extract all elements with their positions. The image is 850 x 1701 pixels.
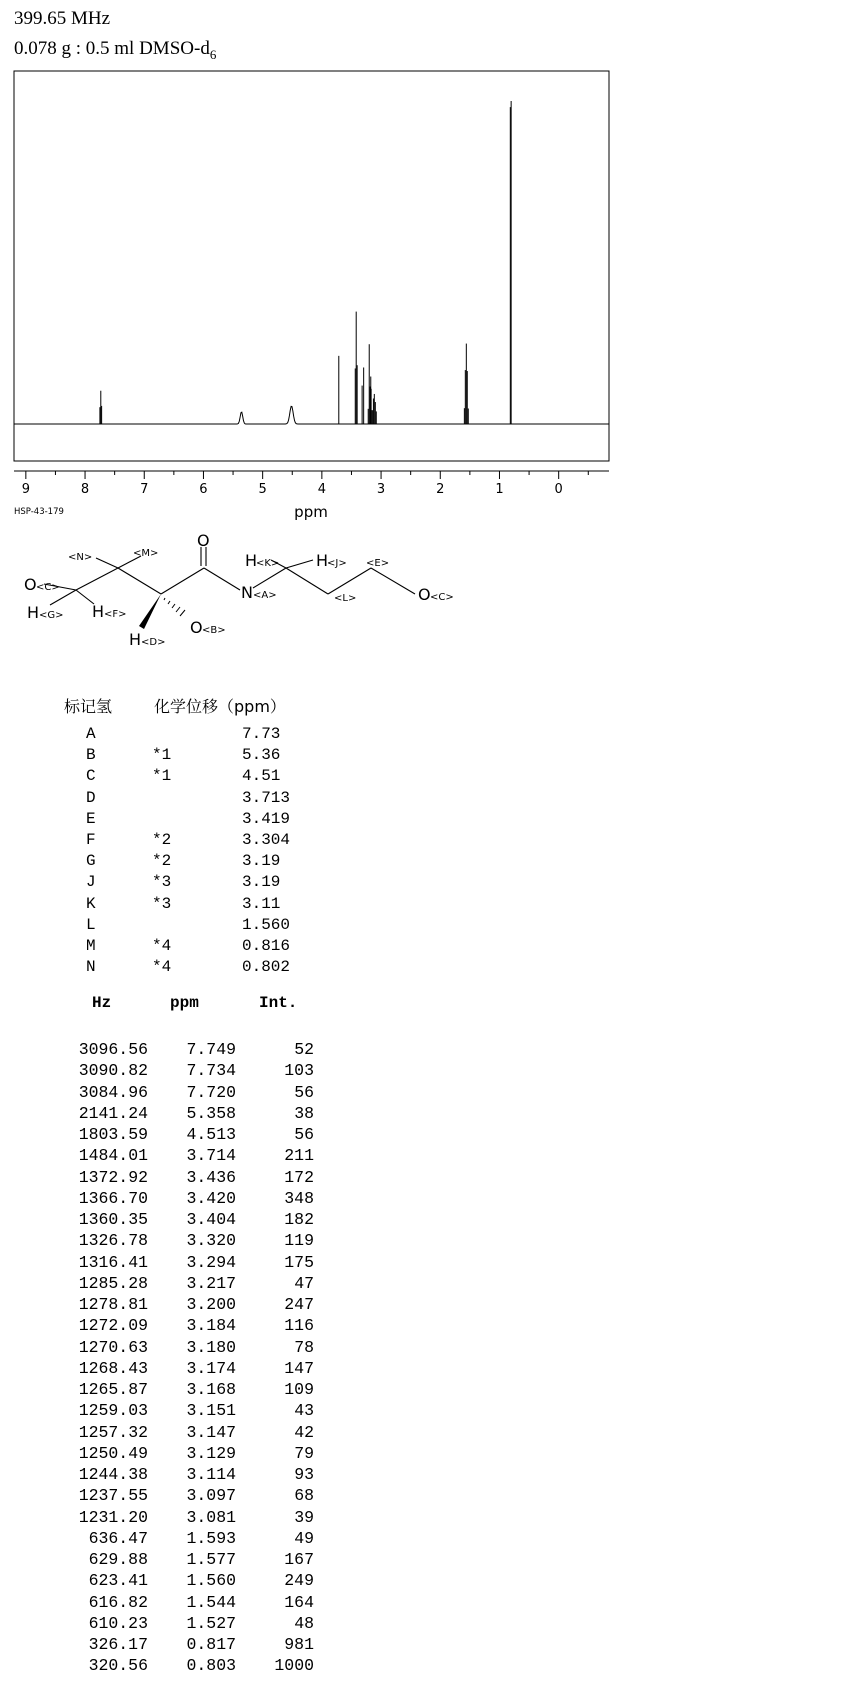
peak-hz-value: 1366.70 (78, 1188, 148, 1208)
atom-N-A: N (241, 583, 253, 602)
assignment-note: *1 (152, 746, 172, 765)
atom-O-C-left: O (24, 575, 37, 594)
assignment-label: L (86, 915, 96, 934)
x-axis-ticks (26, 471, 588, 479)
peak-ppm-value: 7.749 (186, 1040, 236, 1059)
peak-hz-value: 1259.03 (78, 1401, 148, 1421)
peak-int-value: 79 (294, 1443, 314, 1463)
peak-hz-value: 1250.49 (78, 1443, 148, 1463)
assignment-note: *3 (152, 873, 172, 892)
assignment-label: G (86, 852, 96, 871)
assignment-shift: 3.419 (242, 809, 291, 828)
atom-H-D: H (129, 630, 142, 649)
x-tick-label: 3 (376, 482, 386, 497)
peak-ppm-value: 0.817 (186, 1635, 236, 1654)
peak-int-value: 52 (294, 1040, 314, 1059)
x-tick-label: 5 (258, 482, 267, 497)
assignment-shift: 3.19 (242, 852, 281, 871)
peak-hz-value: 1268.43 (78, 1358, 148, 1378)
label-E: <E> (366, 558, 390, 569)
peak-ppm-value: 3.081 (186, 1507, 236, 1527)
label-M: <M> (133, 548, 159, 559)
x-axis-label: ppm (294, 503, 328, 520)
peak-hz-value: 1257.32 (78, 1422, 148, 1442)
peak-int-value: 164 (284, 1592, 314, 1612)
peak-hz-value: 629.88 (88, 1550, 148, 1569)
bond (328, 568, 371, 594)
x-tick-label: 8 (80, 482, 90, 497)
peak-int-value: 56 (294, 1125, 314, 1144)
assignment-label: A (86, 725, 96, 743)
peak-ppm-value: 3.129 (186, 1443, 236, 1463)
atom-H-J: H (316, 551, 329, 570)
atom-H-F: H (92, 602, 105, 621)
assignment-shift: 4.51 (242, 767, 281, 786)
spectrum-code: HSP-43-179 (14, 507, 64, 517)
peak-ppm-value: 1.560 (186, 1571, 236, 1591)
peak-ppm-value: 3.294 (186, 1252, 236, 1272)
peak-hz-value: 1237.55 (78, 1486, 148, 1506)
label-C-right: <C> (430, 592, 454, 603)
spectrometer-frequency: 399.65 MHz (14, 8, 111, 29)
label-D: <D> (141, 637, 166, 648)
peak-ppm-value: 4.513 (186, 1125, 236, 1144)
peak-hz-value: 3096.56 (78, 1040, 148, 1059)
peak-ppm-value: 1.577 (186, 1550, 236, 1569)
assignment-shift: 3.713 (242, 788, 291, 807)
assignment-shift: 0.802 (242, 958, 291, 977)
peak-hz-value: 1270.63 (78, 1337, 148, 1357)
peak-hz-value: 1803.59 (78, 1125, 148, 1144)
peak-ppm-value: 3.714 (186, 1146, 236, 1166)
assignment-label: M (86, 937, 96, 955)
peak-int-value: 43 (294, 1401, 314, 1421)
bond (253, 568, 286, 588)
assignment-shift: 5.36 (242, 746, 281, 765)
peak-col-hz: Hz (92, 994, 112, 1012)
atom-H-G: H (27, 603, 40, 622)
peak-int-value: 167 (284, 1550, 314, 1569)
peak-ppm-value: 7.720 (186, 1082, 236, 1102)
wedge-bond (139, 594, 161, 629)
peak-ppm-value: 3.114 (186, 1465, 236, 1484)
bond (286, 568, 328, 594)
peak-ppm-value: 0.803 (186, 1656, 236, 1676)
peak-ppm-value: 3.217 (186, 1273, 236, 1293)
peak-int-value: 38 (294, 1103, 314, 1123)
assignment-note: *4 (152, 958, 172, 977)
label-C-left: <C> (36, 582, 60, 593)
label-N: <N> (68, 552, 93, 563)
assignment-label: N (86, 958, 96, 977)
label-J: <J> (327, 558, 347, 569)
assignment-shift: 3.19 (242, 873, 281, 892)
peak-ppm-value: 3.180 (186, 1337, 236, 1357)
peak-int-value: 211 (284, 1146, 314, 1166)
assignment-label: D (86, 788, 96, 807)
peak-ppm-value: 3.174 (186, 1358, 236, 1378)
peak-hz-value: 1231.20 (78, 1507, 148, 1527)
peak-int-value: 103 (284, 1061, 314, 1081)
assignment-note: *4 (152, 937, 172, 955)
peak-hz-value: 1244.38 (78, 1465, 148, 1484)
peak-col-int: Int. (259, 994, 298, 1012)
peak-ppm-value: 3.168 (186, 1380, 236, 1399)
peak-int-value: 249 (284, 1571, 314, 1591)
peak-int-value: 42 (294, 1422, 314, 1442)
peak-int-value: 68 (294, 1486, 314, 1506)
x-tick-label: 0 (554, 482, 563, 497)
peak-hz-value: 636.47 (88, 1528, 148, 1548)
x-tick-label: 1 (495, 482, 504, 497)
bond (204, 568, 240, 590)
atom-H-K: H (245, 551, 258, 570)
hash-bond (164, 598, 185, 616)
assignment-note: *1 (152, 767, 172, 786)
peak-ppm-value: 7.734 (186, 1061, 236, 1081)
peak-hz-value: 326.17 (88, 1635, 148, 1654)
assignment-label: B (86, 746, 96, 765)
nmr-spectrum-chart (0, 0, 850, 520)
bond (286, 560, 313, 568)
peak-ppm-value: 3.097 (186, 1486, 236, 1506)
x-tick-label: 7 (140, 482, 149, 497)
spectrum-trace (14, 406, 609, 424)
label-F: <F> (104, 609, 127, 620)
peak-hz-value: 1326.78 (78, 1231, 148, 1251)
peak-int-value: 1000 (274, 1656, 314, 1676)
peak-ppm-value: 3.436 (186, 1167, 236, 1187)
bond (118, 568, 161, 594)
atom-O-C-right: O (418, 585, 431, 604)
atom-O-B: O (190, 618, 203, 637)
peak-hz-value: 1316.41 (78, 1252, 148, 1272)
molecule-structure (0, 530, 480, 660)
assignment-shift: 0.816 (242, 937, 291, 955)
assignment-label: C (86, 767, 96, 786)
assignment-label: J (86, 873, 96, 892)
label-B: <B> (202, 625, 226, 636)
peak-ppm-value: 3.404 (186, 1210, 236, 1229)
peak-hz-value: 616.82 (88, 1592, 148, 1612)
peak-ppm-value: 5.358 (186, 1103, 236, 1123)
peak-hz-value: 1484.01 (78, 1146, 148, 1166)
assignment-label: F (86, 831, 96, 849)
label-G: <G> (39, 610, 64, 621)
peak-int-value: 172 (284, 1167, 314, 1187)
peak-int-value: 48 (294, 1613, 314, 1633)
assignment-shift: 3.11 (242, 894, 281, 913)
bond (96, 558, 118, 568)
peak-ppm-value: 1.544 (186, 1592, 236, 1612)
assignment-label: K (86, 894, 96, 913)
peak-ppm-value: 3.200 (186, 1295, 236, 1314)
peak-int-value: 56 (294, 1082, 314, 1102)
assignment-col-shift: 化学位移（ppm） (154, 697, 286, 716)
peak-hz-value: 2141.24 (78, 1103, 148, 1123)
assignment-shift: 3.304 (242, 831, 291, 849)
peak-int-value: 147 (284, 1358, 314, 1378)
peak-ppm-value: 3.320 (186, 1231, 236, 1251)
peak-ppm-value: 3.147 (186, 1422, 236, 1442)
peak-int-value: 49 (294, 1528, 314, 1548)
peak-int-value: 175 (284, 1252, 314, 1272)
peak-marks (100, 101, 511, 424)
assignment-note: *2 (152, 852, 172, 871)
peak-int-value: 116 (284, 1316, 314, 1336)
peak-hz-value: 1272.09 (78, 1316, 148, 1336)
label-K: <K> (256, 558, 280, 569)
assignment-note: *2 (152, 831, 172, 849)
peak-int-value: 93 (294, 1465, 314, 1484)
peak-hz-value: 1278.81 (78, 1295, 148, 1314)
x-tick-label: 4 (317, 482, 327, 497)
peak-hz-value: 3090.82 (78, 1061, 148, 1081)
peak-col-ppm: ppm (170, 994, 199, 1012)
assignment-note: *3 (152, 894, 172, 913)
peak-hz-value: 1372.92 (78, 1167, 148, 1187)
peak-hz-value: 320.56 (88, 1656, 148, 1676)
assignment-shift: 1.560 (242, 915, 291, 934)
peak-int-value: 109 (284, 1380, 314, 1399)
peak-ppm-value: 1.593 (186, 1528, 236, 1548)
sample-subscript: 6 (209, 46, 217, 62)
assignment-shift: 7.73 (242, 725, 281, 743)
peak-hz-value: 623.41 (88, 1571, 148, 1591)
peak-hz-value: 610.23 (88, 1613, 148, 1633)
peak-int-value: 182 (284, 1210, 314, 1229)
peak-ppm-value: 3.420 (186, 1188, 236, 1208)
label-L: <L> (334, 593, 357, 604)
peak-int-value: 78 (294, 1337, 314, 1357)
atom-O-carbonyl: O (197, 531, 210, 550)
peak-ppm-value: 1.527 (186, 1613, 236, 1633)
peak-int-value: 47 (294, 1273, 314, 1293)
label-A: <A> (253, 590, 277, 601)
peak-int-value: 39 (294, 1507, 314, 1527)
sample-text: 0.078 g : 0.5 ml DMSO-d (14, 38, 210, 59)
peak-ppm-value: 3.151 (186, 1401, 236, 1421)
assignment-col-label: 标记氢 (64, 697, 113, 716)
peak-int-value: 247 (284, 1295, 314, 1314)
bond (161, 568, 204, 594)
bond (76, 568, 118, 590)
peak-int-value: 119 (284, 1231, 314, 1251)
x-tick-label: 2 (436, 482, 445, 497)
plot-frame (14, 71, 609, 461)
peak-hz-value: 3084.96 (78, 1082, 148, 1102)
bond (371, 568, 415, 594)
peak-hz-value: 1360.35 (78, 1210, 148, 1229)
peak-hz-value: 1285.28 (78, 1273, 148, 1293)
peak-hz-value: 1265.87 (78, 1380, 148, 1399)
peak-int-value: 981 (284, 1635, 314, 1654)
assignment-header (64, 694, 286, 717)
peak-ppm-value: 3.184 (186, 1316, 236, 1336)
assignment-label: E (86, 809, 96, 828)
peak-int-value: 348 (284, 1188, 314, 1208)
x-tick-label: 9 (21, 482, 30, 497)
x-tick-label: 6 (199, 482, 208, 497)
x-axis-tick-labels (22, 482, 563, 497)
